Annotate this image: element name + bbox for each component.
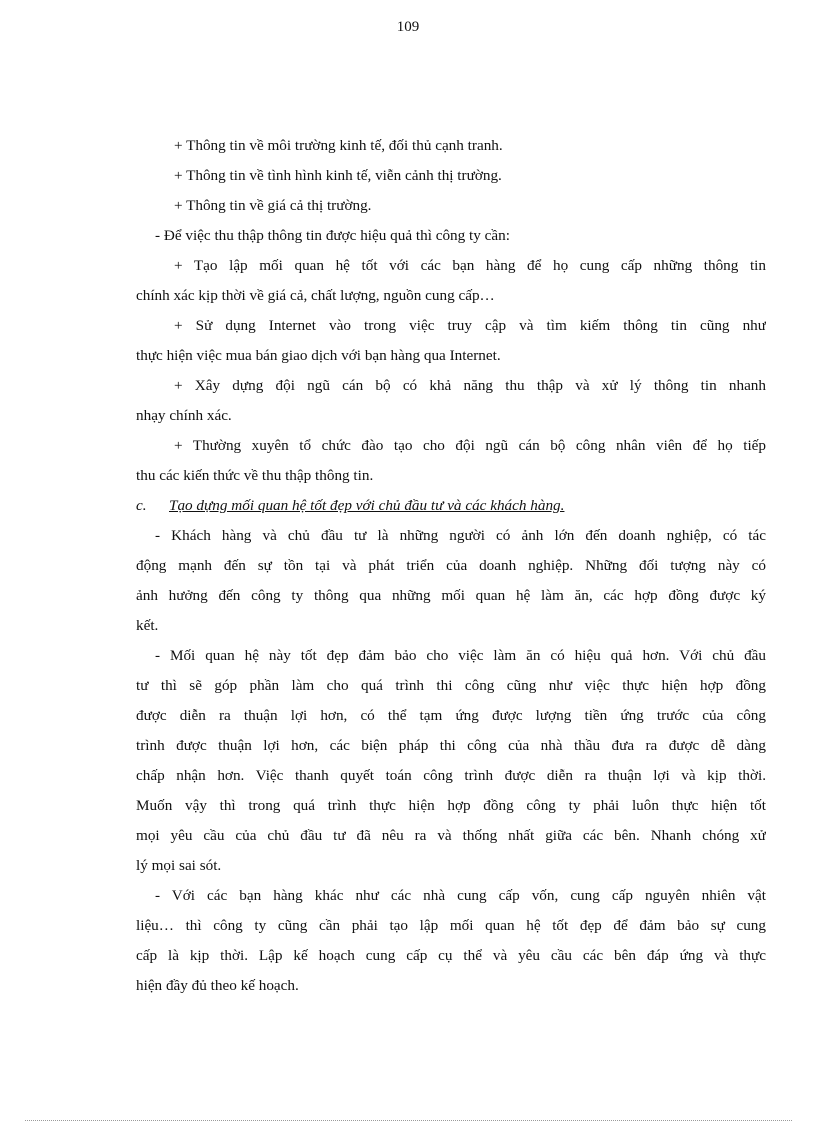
paragraph-3-line-3: cấp là kịp thời. Lập kế hoạch cung cấp cụ thể và yêu cầu các bên đáp ứng và thực — [136, 947, 766, 964]
paragraph-1-line-4: kết. — [136, 617, 159, 634]
paragraph-2-line-3: được diễn ra thuận lợi hơn, có thể tạm ứng được lượng tiền ứng trước của công — [136, 707, 766, 724]
measure-3-line-2: nhạy chính xác. — [136, 407, 232, 424]
paragraph-2-line-2: tư thì sẽ góp phần làm cho quá trình thi công cũng như việc thực hiện hợp đồng — [136, 677, 766, 694]
bullet-economic-environment: + Thông tin về môi trường kinh tế, đối thủ cạnh tranh. — [174, 137, 503, 154]
bullet-market-prices: + Thông tin về giá cả thị trường. — [174, 197, 372, 214]
section-c-marker: c. — [136, 497, 147, 514]
paragraph-2-line-5: chấp nhận hơn. Việc thanh quyết toán công trình được diễn ra thuận lợi và kịp thời. — [136, 767, 766, 784]
paragraph-2-line-1: - Mối quan hệ này tốt đẹp đảm bảo cho việc làm ăn có hiệu quả hơn. Với chủ đầu — [155, 647, 766, 664]
paragraph-2-line-4: trình được thuận lợi hơn, các biện pháp thi công của nhà thầu đưa ra được dễ dàng — [136, 737, 766, 754]
paragraph-3-line-1: - Với các bạn hàng khác như các nhà cung cấp vốn, cung cấp nguyên nhiên vật — [155, 887, 766, 904]
measure-2-line-1: + Sử dụng Internet vào trong việc truy cập và tìm kiếm thông tin cũng như — [174, 317, 766, 334]
paragraph-1-line-2: động mạnh đến sự tồn tại và phát triển của doanh nghiệp. Những đối tượng này có — [136, 557, 766, 574]
page-body — [136, 131, 766, 1001]
section-c-title: Tạo dựng mối quan hệ tốt đẹp với chủ đầu tư và các khách hàng. — [169, 497, 565, 514]
requirement-intro: - Để việc thu thập thông tin được hiệu quả thì công ty cần: — [155, 227, 510, 244]
measure-2-line-2: thực hiện việc mua bán giao dịch với bạn hàng qua Internet. — [136, 347, 501, 364]
page-bottom-dotted-rule — [25, 1120, 792, 1121]
paragraph-3-line-2: liệu… thì công ty cũng cần phải tạo lập mối quan hệ tốt đẹp để đảm bảo sự cung — [136, 917, 766, 934]
measure-1-line-1: + Tạo lập mối quan hệ tốt với các bạn hàng để họ cung cấp những thông tin — [174, 257, 766, 274]
paragraph-1-line-1: - Khách hàng và chủ đầu tư là những người có ảnh lớn đến doanh nghiệp, có tác — [155, 527, 766, 544]
paragraph-1-line-3: ảnh hưởng đến công ty thông qua những mối quan hệ làm ăn, các hợp đồng được ký — [136, 587, 766, 604]
paragraph-3-line-4: hiện đầy đủ theo kế hoạch. — [136, 977, 299, 994]
section-c-heading — [136, 491, 766, 521]
paragraph-2-line-8: lý mọi sai sót. — [136, 857, 222, 874]
measure-3-line-1: + Xây dựng đội ngũ cán bộ có khả năng thu thập và xử lý thông tin nhanh — [174, 377, 766, 394]
measure-4-line-1: + Thường xuyên tổ chức đào tạo cho đội ngũ cán bộ công nhân viên để họ tiếp — [174, 437, 766, 454]
paragraph-2-line-6: Muốn vậy thì trong quá trình thực hiện hợp đồng công ty phải luôn thực hiện tốt — [136, 797, 766, 814]
page-number: 109 — [396, 19, 420, 35]
measure-4-line-2: thu các kiến thức về thu thập thông tin. — [136, 467, 374, 484]
measure-1-line-2: chính xác kịp thời về giá cả, chất lượng, nguồn cung cấp… — [136, 287, 495, 304]
bullet-market-outlook: + Thông tin về tình hình kinh tế, viễn cảnh thị trường. — [174, 167, 502, 184]
paragraph-2-line-7: mọi yêu cầu của chủ đầu tư đã nêu ra và thống nhất giữa các bên. Nhanh chóng xử — [136, 827, 766, 844]
